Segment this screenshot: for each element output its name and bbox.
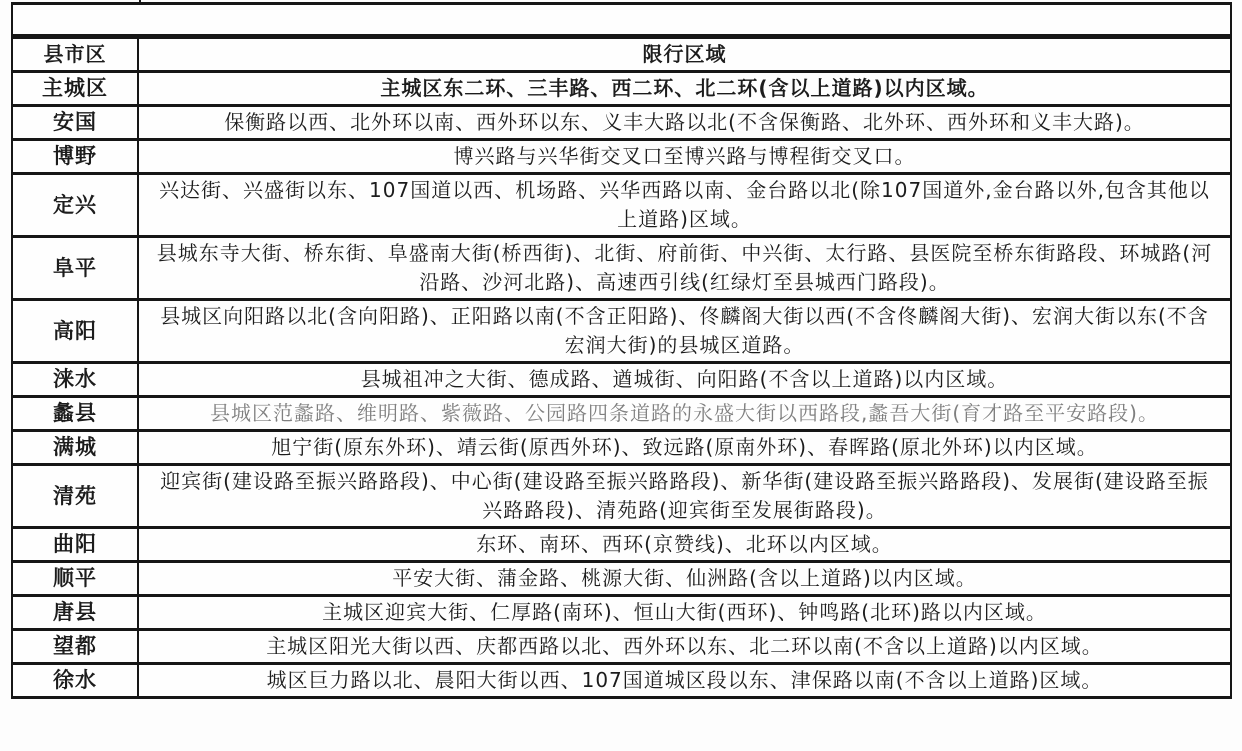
table-row bbox=[12, 562, 1231, 596]
area-cell: 博兴路与兴华街交叉口至博兴路与博程街交叉口。 bbox=[138, 140, 1231, 174]
district-cell: 高阳 bbox=[12, 300, 138, 363]
column-header-district: 县市区 bbox=[12, 37, 138, 72]
district-cell: 满城 bbox=[12, 431, 138, 465]
district-cell: 安国 bbox=[12, 106, 138, 140]
district-cell: 阜平 bbox=[12, 237, 138, 300]
table-row bbox=[12, 237, 1231, 300]
cutoff-row bbox=[12, 4, 1231, 37]
restriction-zone-table bbox=[11, 2, 1232, 699]
table-row bbox=[12, 596, 1231, 630]
area-cell: 主城区阳光大街以西、庆都西路以北、西外环以东、北二环以南(不含以上道路)以内区域。 bbox=[138, 630, 1231, 664]
district-cell: 定兴 bbox=[12, 174, 138, 237]
table-row bbox=[12, 528, 1231, 562]
area-cell: 县城区范蠡路、维明路、紫薇路、公园路四条道路的永盛大街以西路段,蠡吾大街(育才路至平安路段)。 bbox=[138, 397, 1231, 431]
area-cell: 平安大街、蒲金路、桃源大街、仙洲路(含以上道路)以内区域。 bbox=[138, 562, 1231, 596]
area-cell: 迎宾街(建设路至振兴路路段)、中心街(建设路至振兴路路段)、新华街(建设路至振兴路路段)、发展街(建设路至振兴路路段)、清苑路(迎宾街至发展街路段)。 bbox=[138, 465, 1231, 528]
table-row bbox=[12, 431, 1231, 465]
table-row bbox=[12, 630, 1231, 664]
area-cell: 县城区向阳路以北(含向阳路)、正阳路以南(不含正阳路)、佟麟阁大街以西(不含佟麟阁大街)、宏润大街以东(不含宏润大街)的县城区道路。 bbox=[138, 300, 1231, 363]
district-cell: 清苑 bbox=[12, 465, 138, 528]
district-cell: 顺平 bbox=[12, 562, 138, 596]
table-row bbox=[12, 106, 1231, 140]
table-row bbox=[12, 664, 1231, 698]
table-head bbox=[12, 4, 1231, 72]
area-cell: 县城东寺大街、桥东街、阜盛南大街(桥西街)、北街、府前街、中兴街、太行路、县医院至桥东街路段、环城路(河沿路、沙河北路)、高速西引线(红绿灯至县城西门路段)。 bbox=[138, 237, 1231, 300]
district-cell: 曲阳 bbox=[12, 528, 138, 562]
area-cell: 东环、南环、西环(京赞线)、北环以内区域。 bbox=[138, 528, 1231, 562]
district-cell: 博野 bbox=[12, 140, 138, 174]
district-cell: 唐县 bbox=[12, 596, 138, 630]
table-row bbox=[12, 300, 1231, 363]
table-row bbox=[12, 140, 1231, 174]
area-cell: 保衡路以西、北外环以南、西外环以东、义丰大路以北(不含保衡路、北外环、西外环和义丰大路)。 bbox=[138, 106, 1231, 140]
column-header-area: 限行区域 bbox=[138, 37, 1231, 72]
table-row bbox=[12, 174, 1231, 237]
area-cell: 城区巨力路以北、晨阳大街以西、107国道城区段以东、津保路以南(不含以上道路)区域。 bbox=[138, 664, 1231, 698]
district-cell: 蠡县 bbox=[12, 397, 138, 431]
table-row bbox=[12, 363, 1231, 397]
district-cell: 涞水 bbox=[12, 363, 138, 397]
area-cell: 兴达街、兴盛街以东、107国道以西、机场路、兴华西路以南、金台路以北(除107国道外,金台路以外,包含其他以上道路)区域。 bbox=[138, 174, 1231, 237]
area-cell: 县城祖冲之大街、德成路、遒城街、向阳路(不含以上道路)以内区域。 bbox=[138, 363, 1231, 397]
area-cell: 旭宁街(原东外环)、靖云街(原西外环)、致远路(原南外环)、春晖路(原北外环)以内区域。 bbox=[138, 431, 1231, 465]
district-cell: 主城区 bbox=[12, 72, 138, 106]
table-row bbox=[12, 72, 1231, 106]
area-cell: 主城区东二环、三丰路、西二环、北二环(含以上道路)以内区域。 bbox=[138, 72, 1231, 106]
table-row bbox=[12, 397, 1231, 431]
district-cell: 望都 bbox=[12, 630, 138, 664]
header-row bbox=[12, 37, 1231, 72]
table-body bbox=[12, 72, 1231, 698]
area-cell: 主城区迎宾大街、仁厚路(南环)、恒山大街(西环)、钟鸣路(北环)路以内区域。 bbox=[138, 596, 1231, 630]
table-row bbox=[12, 465, 1231, 528]
district-cell: 徐水 bbox=[12, 664, 138, 698]
cutoff-empty-cell bbox=[12, 4, 1231, 37]
